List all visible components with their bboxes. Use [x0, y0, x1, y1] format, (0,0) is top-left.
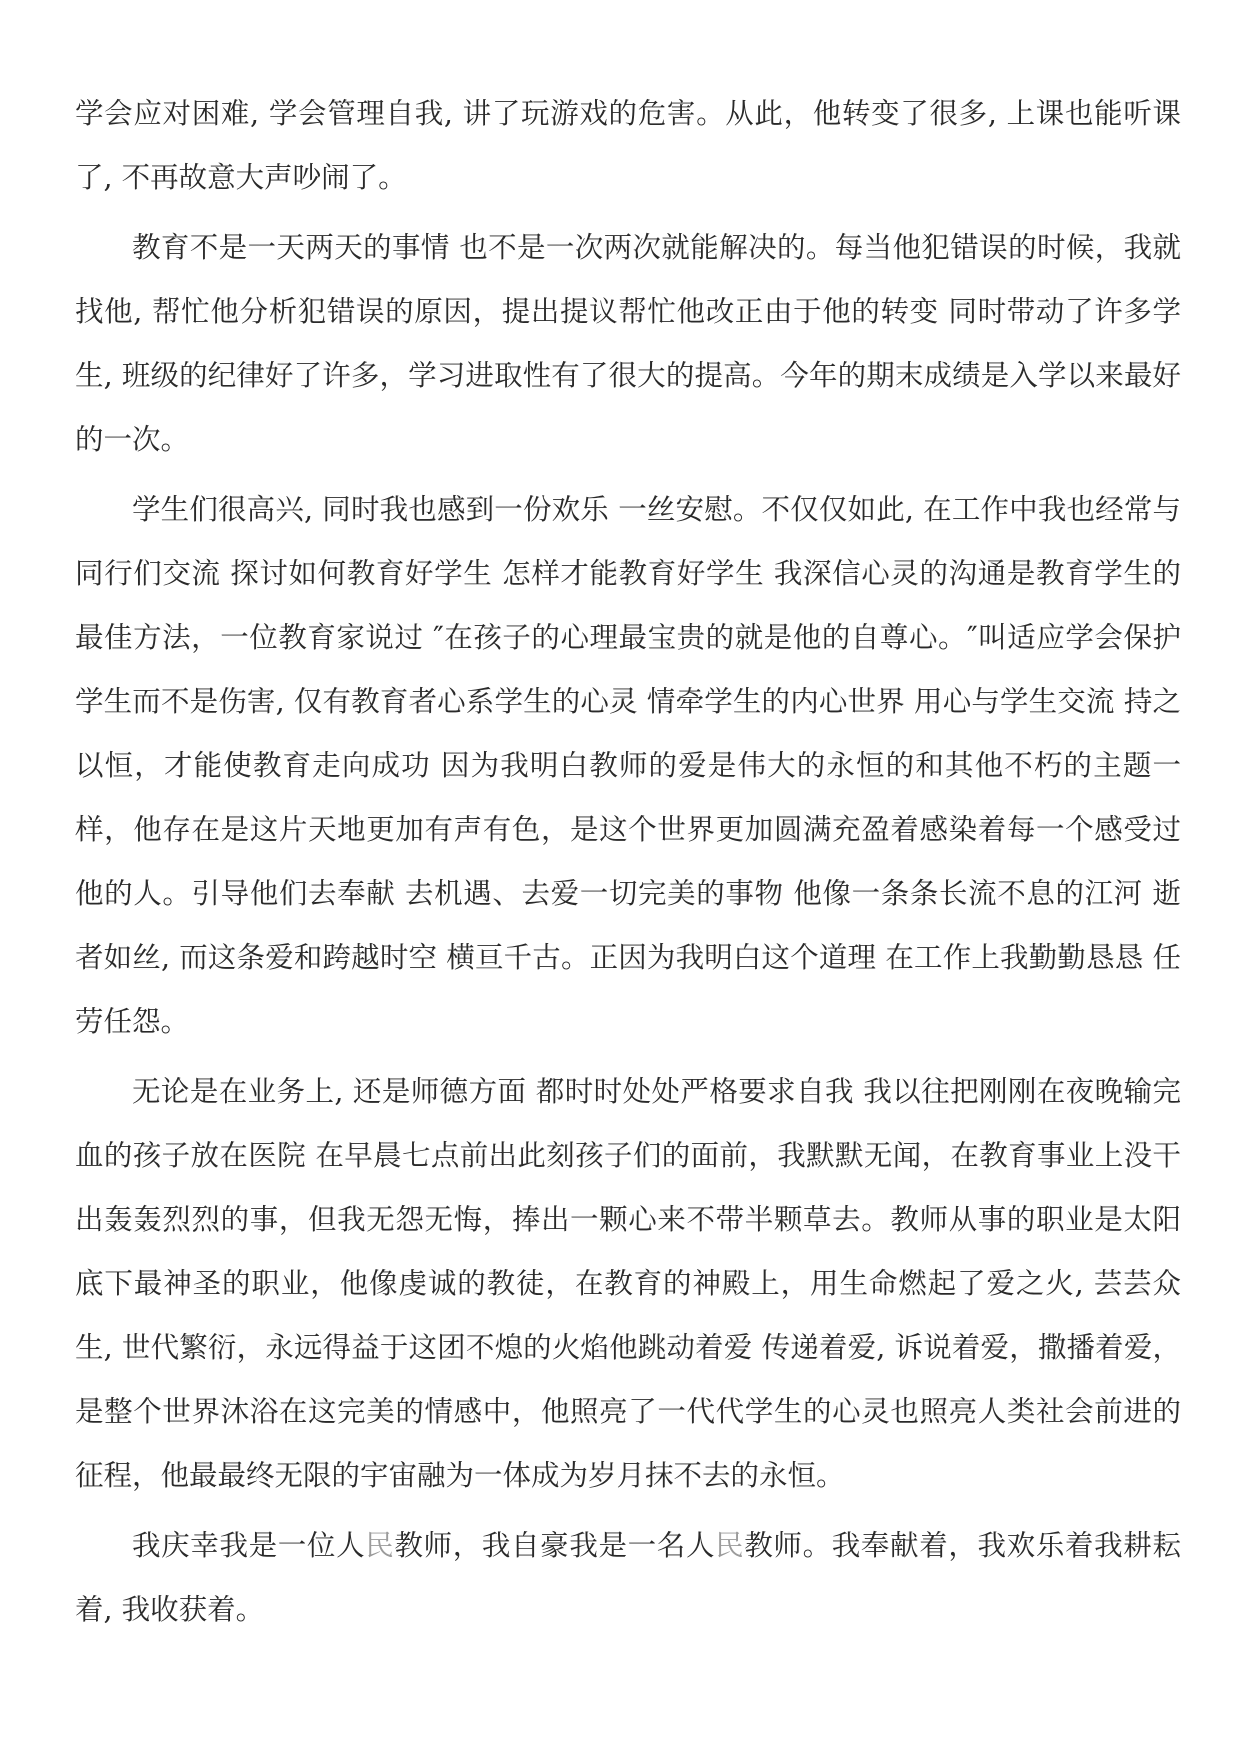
paragraph-1: 学会应对困难, 学会管理自我, 讲了玩游戏的危害。从此，他转变了很多, 上课也能听课了, 不再故意大声吵闹了。 [75, 97, 1181, 194]
paragraph-5-faded-char-1: 民 [365, 1529, 395, 1562]
paragraph-3: 学生们很高兴, 同时我也感到一份欢乐 一丝安慰。不仅仅如此, 在工作中我也经常与同行们交流 探讨如何教育好学生 怎样才能教育好学生 我深信心灵的沟通是教育学生的最佳方法，一位教育家说过 ″在孩子的心理最宝贵的就是他的自尊心。″叫适应学会保护学生而不是伤害, 仅有教育者心系学生的心灵 情牵学生的内心世界 用心与学生交流 持之以恒，才能使教育走向成功 因为我明白教师的爱是伟大的永恒的和其他不朽的主题一样，他存在是这片天地更加有声有色，是这个世界更加圆满充盈着感染着每一个感受过他的人。引导他们去奉献 去机遇、去爱一切完美的事物 他像一条条长流不息的江河 逝者如丝, 而这条爱和跨越时空 横亘千古。正因为我明白这个道理 在工作上我勤勤恳恳 任劳任怨。 [75, 493, 1181, 1038]
paragraph-5-part2: 教师，我自豪我是一名人 [394, 1529, 716, 1562]
paragraph-5 [75, 1514, 1181, 1642]
paragraph-5-part3: 教师。我奉献着，我欢乐着我耕耘着, 我收获着。 [75, 1529, 1181, 1626]
paragraph-5-part1: 我庆幸我是一位人 [132, 1529, 366, 1562]
paragraph-2: 教育不是一天两天的事情 也不是一次两次就能解决的。每当他犯错误的时候，我就找他, 帮忙他分析犯错误的原因，提出提议帮忙他改正由于他的转变 同时带动了许多学生, 班级的纪律好了许多，学习进取性有了很大的提高。今年的期末成绩是入学以来最好的一次。 [75, 231, 1181, 456]
paragraph-4: 无论是在业务上, 还是师德方面 都时时处处严格要求自我 我以往把刚刚在夜晚输完血的孩子放在医院 在早晨七点前出此刻孩子们的面前，我默默无闻，在教育事业上没干出轰轰烈烈的事，但我无怨无悔，捧出一颗心来不带半颗草去。教师从事的职业是太阳底下最神圣的职业，他像虔诚的教徒，在教育的神殿上，用生命燃起了爱之火, 芸芸众生, 世代繁衍，永远得益于这团不熄的火焰他跳动着爱 传递着爱, 诉说着爱，撒播着爱，是整个世界沐浴在这完美的情感中，他照亮了一代代学生的心灵也照亮人类社会前进的征程，他最最终无限的宇宙融为一体成为岁月抹不去的永恒。 [75, 1075, 1181, 1492]
paragraph-5-faded-char-2: 民 [715, 1529, 745, 1562]
